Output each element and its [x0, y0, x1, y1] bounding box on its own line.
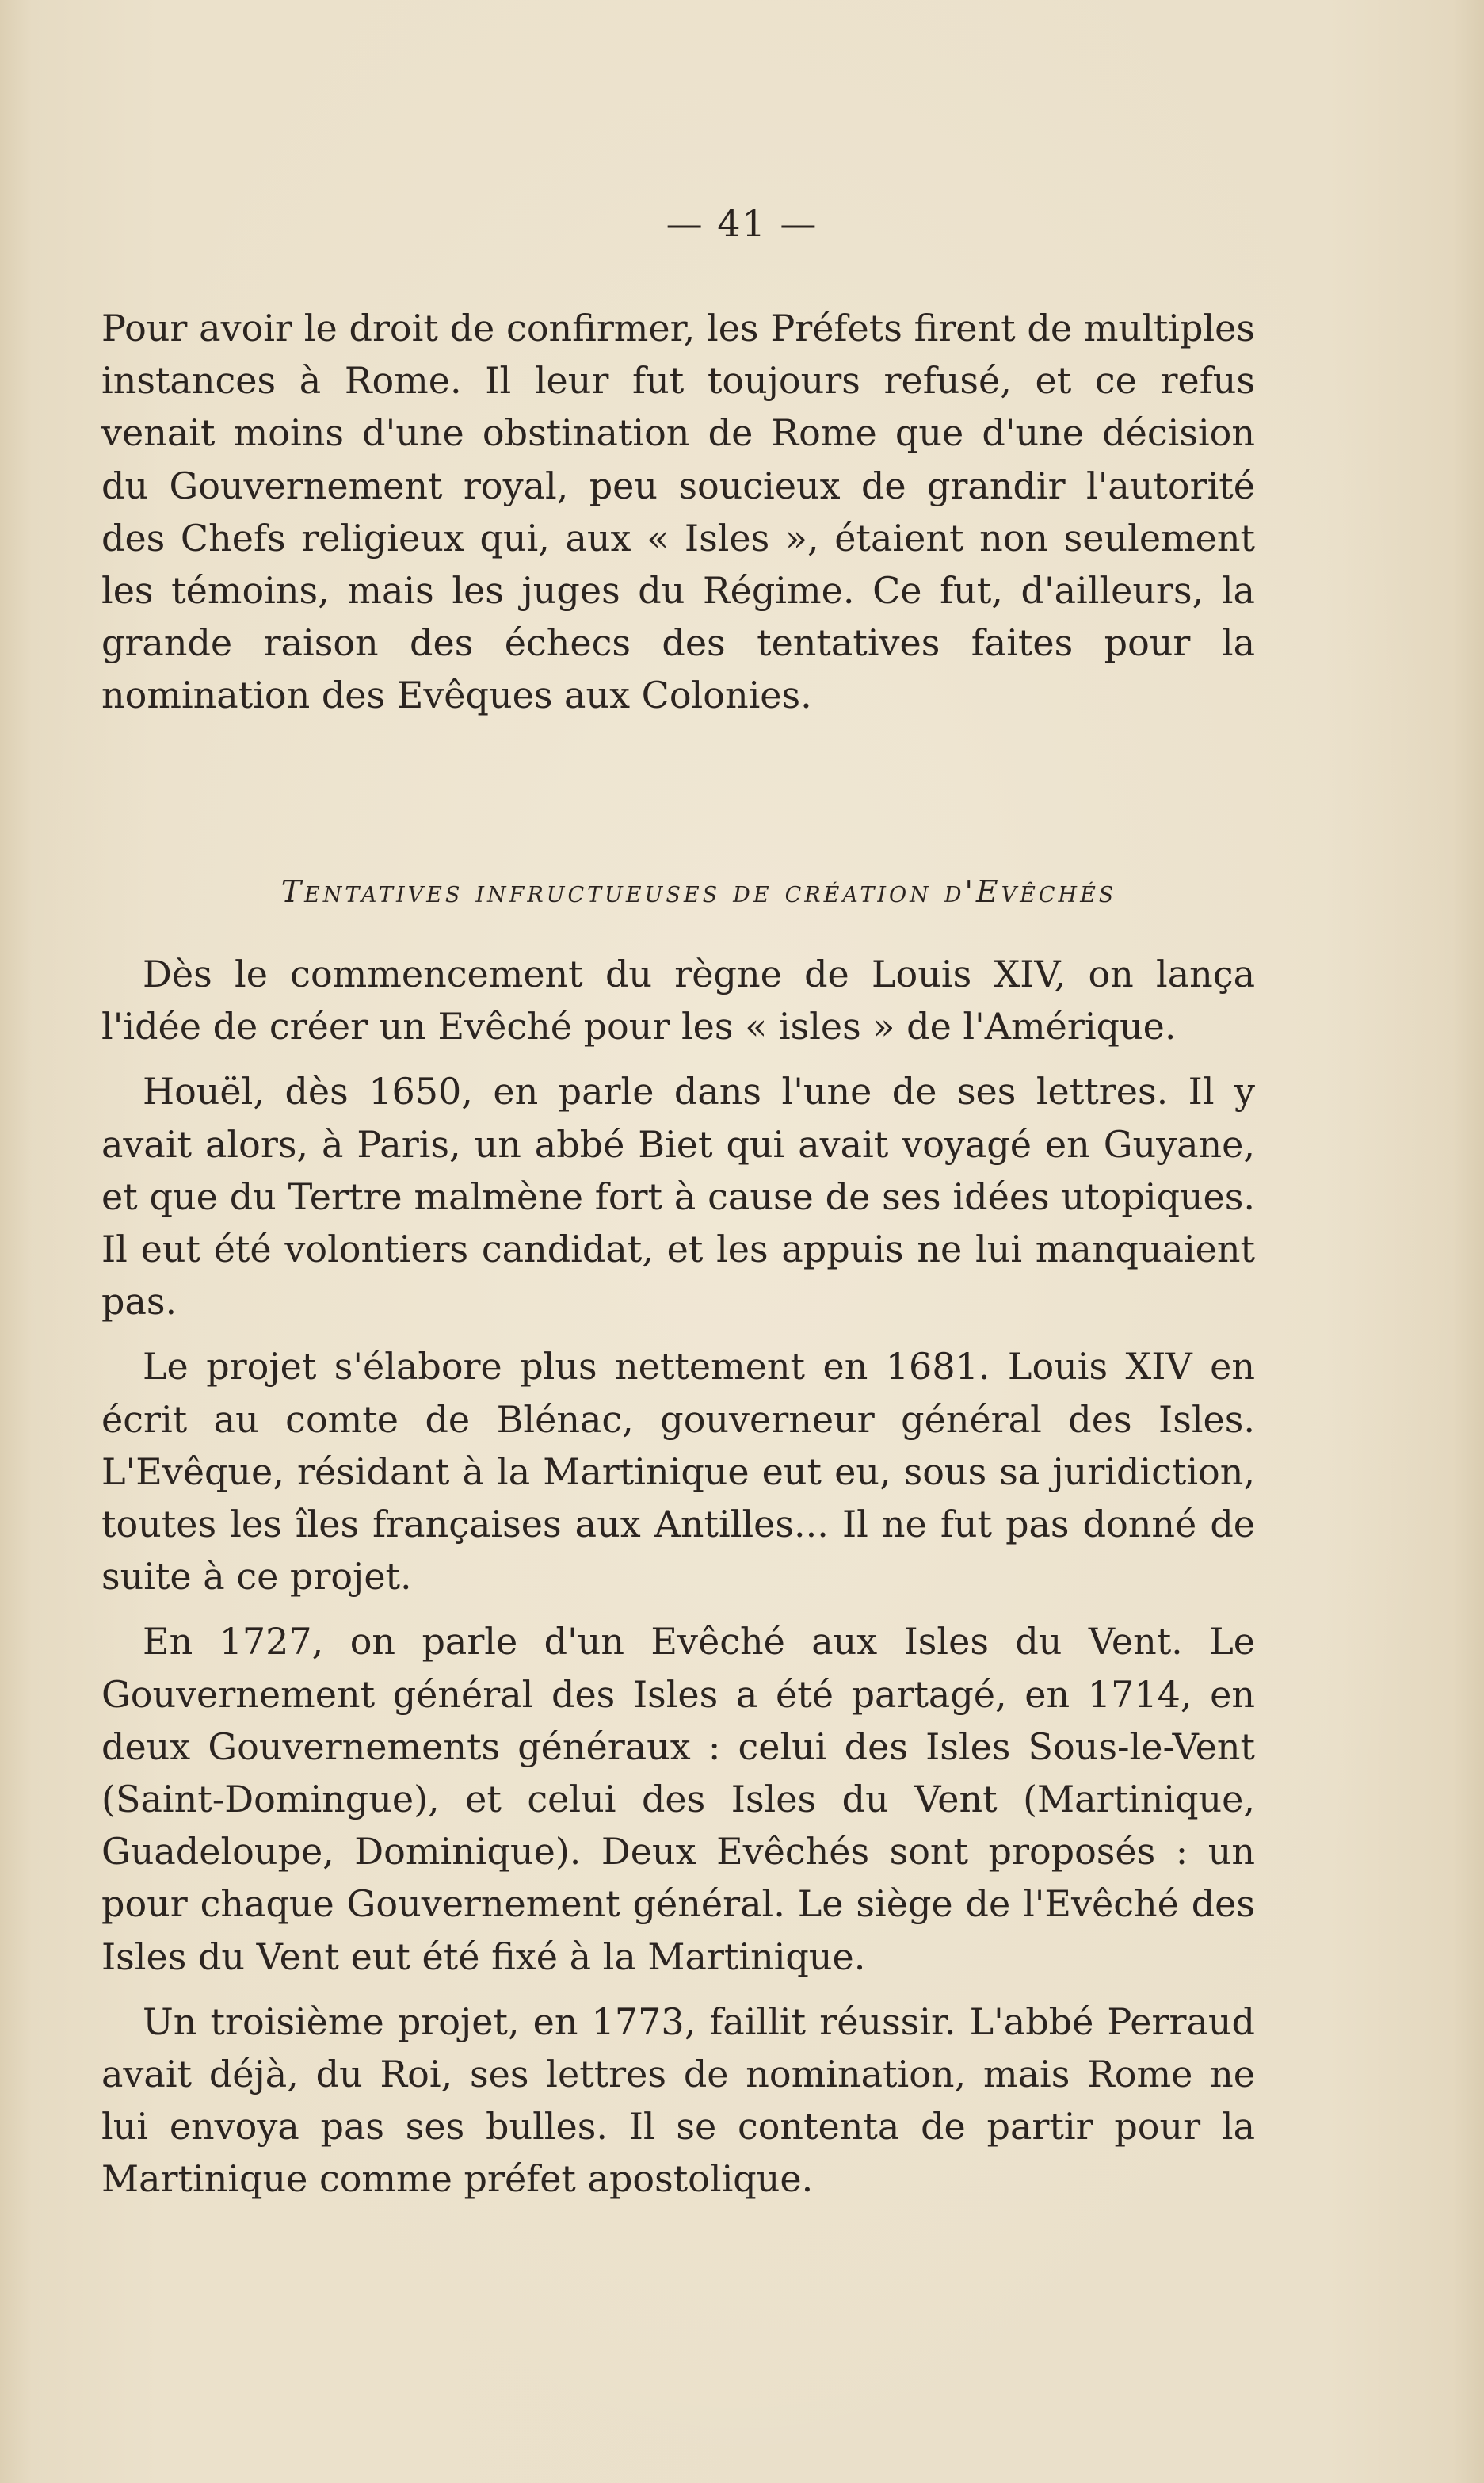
section-text-block — [101, 948, 1255, 2206]
paragraph-1773-project: Un troisième projet, en 1773, faillit réussir. L'abbé Perraud avait déjà, du Roi, ses lettres de nomination, mais Rome ne lui envoya pas ses bulles. Il se contenta de partir pour la Martinique comme préfet apostolique. — [101, 2000, 1255, 2201]
intro-paragraph: Pour avoir le droit de confirmer, les Préfets firent de multiples instances à Rome. Il leur fut toujours refusé, et ce refus venait moins d'une obstination de Rome que d'une décision du Gouvernement royal, peu soucieux de grandir l'autorité des Chefs religieux qui, aux « Isles », étaient non seulement les témoins, mais les juges du Régime. Ce fut, d'ailleurs, la grande raison des échecs des tentatives faites pour la nomination des Evêques aux Colonies. — [101, 307, 1255, 717]
paragraph-houel: Houël, dès 1650, en parle dans l'une de ses lettres. Il y avait alors, à Paris, un abbé Biet qui avait voyagé en Guyane, et que du Tertre malmène fort à cause de ses idées utopiques. Il eut été volontiers candidat, et les appuis ne lui manquaient pas. — [101, 1070, 1255, 1324]
paragraph-1681-project: Le projet s'élabore plus nettement en 1681. Louis XIV en écrit au comte de Blénac, gouverneur général des Isles. L'Evêque, résidant à la Martinique eut eu, sous sa juridiction, toutes les îles françaises aux Antilles... Il ne fut pas donné de suite à ce projet. — [101, 1345, 1255, 1599]
page-number: — 41 — — [666, 202, 818, 245]
section-heading: Tentatives infructueuses de création d'Evêchés — [280, 874, 1117, 909]
paragraph-1727-project: En 1727, on parle d'un Evêché aux Isles du Vent. Le Gouvernement général des Isles a été partagé, en 1714, en deux Gouvernements généraux : celui des Isles Sous-le-Vent (Saint-Domingue), et celui des Isles du Vent (Martinique, Guadeloupe, Dominique). Deux Evêchés sont proposés : un pour chaque Gouvernement général. Le siège de l'Evêché des Isles du Vent eut été fixé à la Martinique. — [101, 1620, 1255, 1978]
paragraph-louis-xiv: Dès le commencement du règne de Louis XIV, on lança l'idée de créer un Evêché pour les « isles » de l'Amérique. — [101, 953, 1255, 1049]
intro-text-block — [101, 302, 1255, 722]
